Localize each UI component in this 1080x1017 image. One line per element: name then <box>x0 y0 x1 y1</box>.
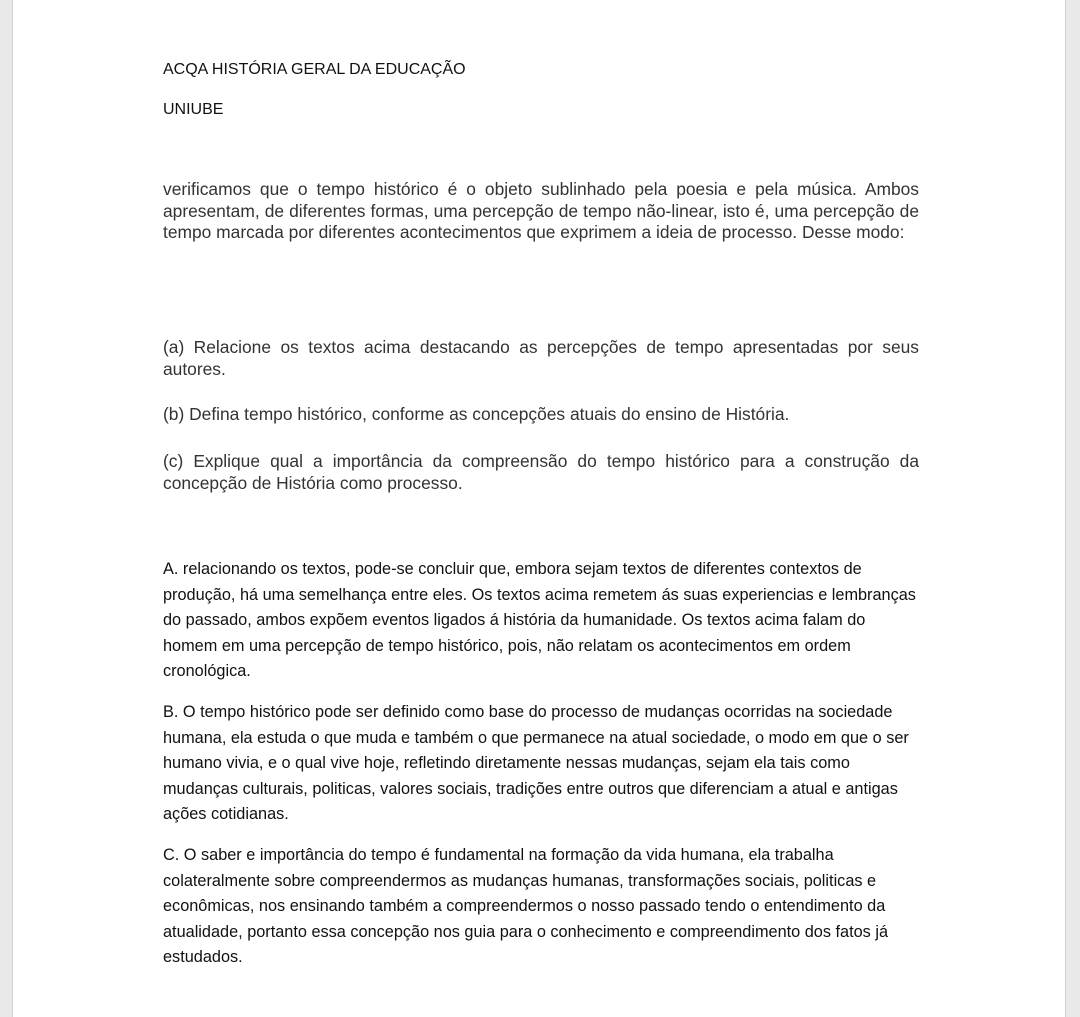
question-a: (a) Relacione os textos acima destacando as percepções de tempo apresentadas por seus autores. <box>163 337 919 379</box>
answer-b: B. O tempo histórico pode ser definido como base do processo de mudanças ocorridas na sociedade humana, ela estuda o que muda e também o que permanece na atual sociedade, o modo em que o ser humano vivia, e o qual vive hoje, refletindo diretamente nessas mudanças, sejam ela tais como mudanças culturais, politicas, valores sociais, tradições entre outros que diferenciam a atual e antigas ações cotidianas. <box>163 703 909 824</box>
document-title: ACQA HISTÓRIA GERAL DA EDUCAÇÃO <box>163 61 466 78</box>
answer-c: C. O saber e importância do tempo é fundamental na formação da vida humana, ela trabalha colateralmente sobre compreendermos as mudanças humanas, transformações sociais, politicas e econômicas, nos ensinando também a compreendermos o nosso passado tendo o entendimento da atualidade, portanto essa concepção nos guia para o conhecimento e compreendimento dos fatos já estudados. <box>163 846 888 967</box>
answer-a: A. relacionando os textos, pode-se concluir que, embora sejam textos de diferentes contextos de produção, há uma semelhança entre eles. Os textos acima remetem ás suas experiencias e lembranças do passado, ambos expõem eventos ligados á história da humanidade. Os textos acima falam do homem em uma percepção de tempo histórico, pois, não relatam os acontecimentos em ordem cronológica. <box>163 560 916 681</box>
document-page <box>12 0 1066 1017</box>
question-c: (c) Explique qual a importância da compreensão do tempo histórico para a construção da concepção de História como processo. <box>163 451 919 493</box>
institution-name: UNIUBE <box>163 101 224 118</box>
intro-paragraph: verificamos que o tempo histórico é o objeto sublinhado pela poesia e pela música. Ambos apresentam, de diferentes formas, uma percepção de tempo não-linear, isto é, uma percepção de tempo marcada por diferentes acontecimentos que exprimem a ideia de processo. Desse modo: <box>163 179 919 242</box>
question-b: (b) Defina tempo histórico, conforme as concepções atuais do ensino de História. <box>163 404 790 424</box>
